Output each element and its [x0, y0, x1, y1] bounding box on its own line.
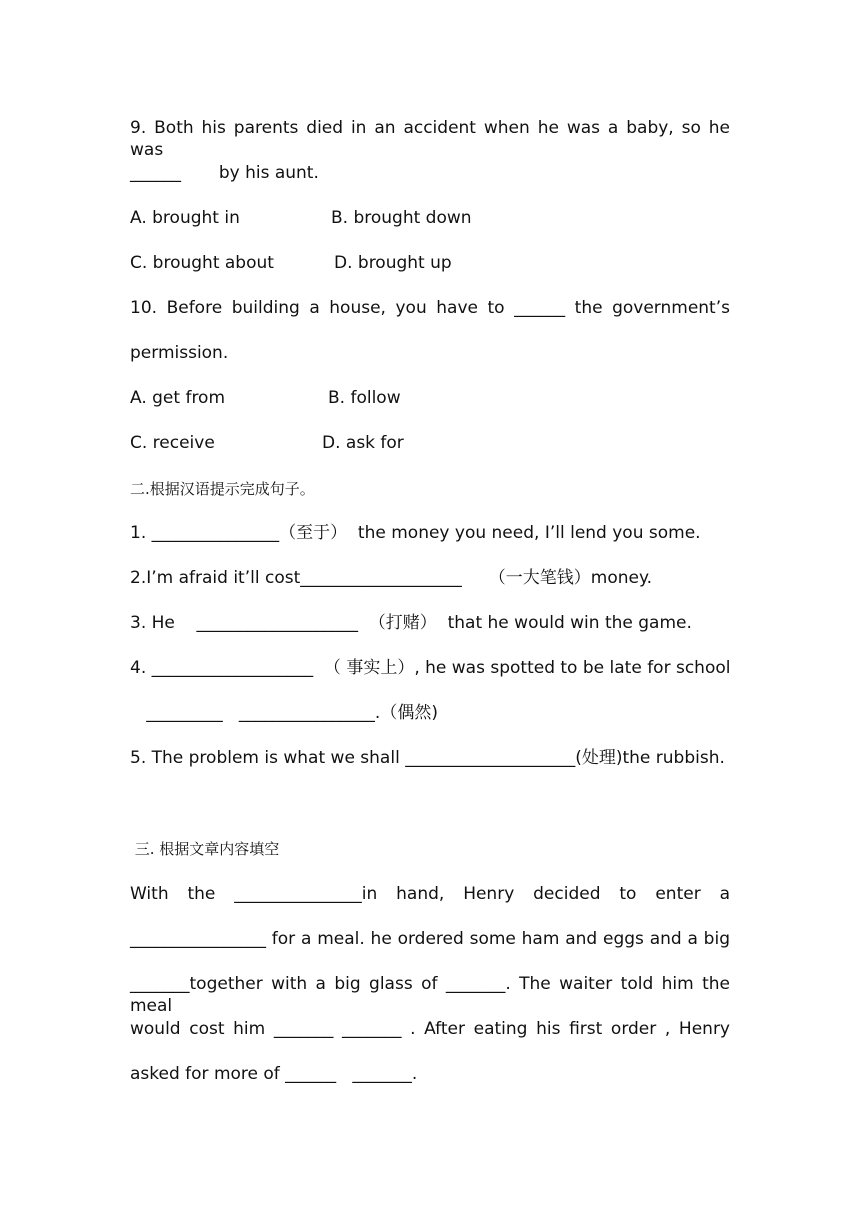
section3-heading: 三. 根据文章内容填空 [130, 840, 280, 858]
section2-heading: 二.根据汉语提示完成句子。 [130, 480, 315, 498]
section2-item-3: 3. He ___________________ （打赌） that he would win the game. [130, 613, 692, 633]
q10-option-b: B. follow [328, 388, 401, 408]
q9-option-c: C. brought about [130, 253, 274, 273]
section3-passage-line5: asked for more of ______ _______. [130, 1064, 418, 1084]
q9-option-b: B. brought down [331, 208, 472, 228]
section2-item-4-line2: _________ ________________.（偶然) [130, 703, 438, 723]
q10-option-a: A. get from [130, 388, 226, 408]
q10-stem-line1: 10. Before building a house, you have to ______ the government’s [130, 298, 730, 318]
q10-stem-line2: permission. [130, 343, 229, 363]
section2-item-1: 1. _______________（至于） the money you need, I’ll lend you some. [130, 523, 701, 543]
q9-stem-line1: 9. Both his parents died in an accident when he was a baby, so he was [130, 118, 730, 160]
section3-passage-line4: would cost him _______ _______ . After eating his first order , Henry [130, 1019, 730, 1039]
section3-passage-line1: With the _______________in hand, Henry decided to enter a [130, 884, 730, 904]
q9-option-a: A. brought in [130, 208, 240, 228]
section2-item-2: 2.I’m afraid it’ll cost___________________ （一大笔钱）money. [130, 568, 652, 588]
q10-option-d: D. ask for [322, 433, 404, 453]
section2-item-4-line1: 4. ___________________ （ 事实上）, he was spotted to be late for school [130, 658, 731, 678]
q9-option-d: D. brought up [334, 253, 452, 273]
q9-stem-line2: ______ by his aunt. [130, 163, 319, 183]
section3-passage-line3: _______together with a big glass of _______. The waiter told him the meal [130, 974, 730, 1016]
section3-passage-line2: ________________ for a meal. he ordered some ham and eggs and a big [130, 929, 730, 949]
section2-item-5: 5. The problem is what we shall ____________________(处理)the rubbish. [130, 748, 725, 768]
q10-option-c: C. receive [130, 433, 215, 453]
